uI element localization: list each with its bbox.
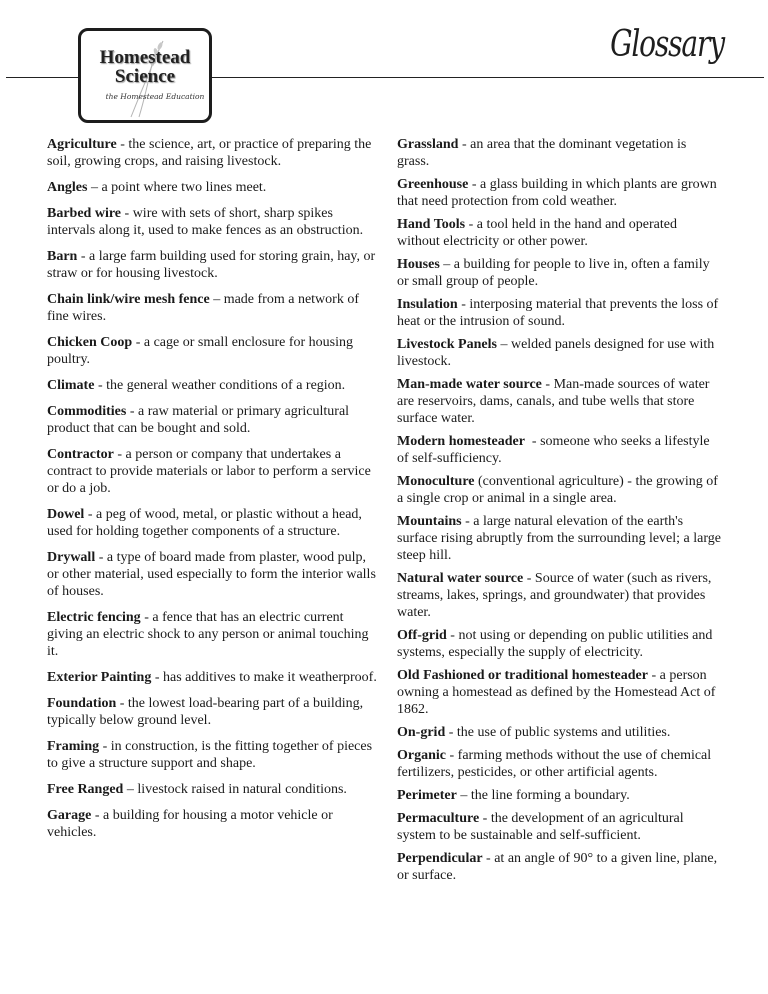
glossary-separator: - <box>116 137 129 152</box>
glossary-separator: - <box>132 335 144 350</box>
glossary-definition: a large natural elevation of the earth's surface rising abruptly from the surrounding level; a large steep hill. <box>397 514 721 563</box>
glossary-term: On-grid <box>397 725 446 740</box>
glossary-entry <box>397 850 722 884</box>
glossary-term: Perpendicular <box>397 851 483 866</box>
glossary-entry <box>47 291 377 325</box>
glossary-entry <box>47 807 377 841</box>
glossary-definition: a tool held in the hand and operated without electricity or other power. <box>397 217 677 249</box>
glossary-definition: farming methods without the use of chemical fertilizers, pesticides, or other artificial agents. <box>397 748 712 780</box>
glossary-term: Grassland <box>397 137 459 152</box>
glossary-term: Perimeter <box>397 788 457 803</box>
glossary-separator: - <box>91 808 103 823</box>
glossary-entry <box>47 205 377 239</box>
glossary-entry <box>397 724 722 741</box>
glossary-term: Framing <box>47 739 100 754</box>
glossary-separator: - <box>461 514 474 529</box>
glossary-separator: - <box>446 628 459 643</box>
glossary-separator: - <box>468 177 480 192</box>
glossary-entry <box>397 747 722 781</box>
glossary-separator: - <box>458 137 471 152</box>
glossary-separator: - <box>523 571 535 586</box>
glossary-separator: - <box>524 434 541 449</box>
glossary-term: Electric fencing <box>47 610 141 625</box>
glossary-term: Modern homesteader <box>397 434 525 449</box>
glossary-separator: - <box>457 297 470 312</box>
glossary-entry <box>47 136 377 170</box>
glossary-definition: the use of public systems and utilities. <box>456 725 671 740</box>
glossary-term: Chicken Coop <box>47 335 133 350</box>
glossary-separator: – <box>439 257 454 272</box>
glossary-term: Greenhouse <box>397 177 469 192</box>
glossary-entry <box>397 296 722 330</box>
glossary-term: Houses <box>397 257 440 272</box>
glossary-separator: – <box>496 337 511 352</box>
glossary-term: Free Ranged <box>47 782 124 797</box>
glossary-term: Livestock Panels <box>397 337 497 352</box>
glossary-definition: the line forming a boundary. <box>470 788 630 803</box>
glossary-separator: - <box>151 670 164 685</box>
glossary-definition: the lowest load-bearing part of a building, typically below ground level. <box>47 696 364 728</box>
glossary-entry <box>47 609 377 660</box>
glossary-entry <box>397 513 722 564</box>
glossary-separator: - <box>479 811 491 826</box>
glossary-term: Commodities <box>47 404 127 419</box>
glossary-separator: - <box>541 377 554 392</box>
glossary-separator: - <box>647 668 660 683</box>
glossary-separator: - <box>482 851 495 866</box>
glossary-definition: a peg of wood, metal, or plastic without a head, used for holding together components of a structure. <box>47 507 362 539</box>
glossary-separator: – <box>456 788 471 803</box>
glossary-term: Natural water source <box>397 571 524 586</box>
glossary-definition: wire with sets of short, sharp spikes intervals along it, used to make fences as an obstruction. <box>47 206 364 238</box>
glossary-definition: made from a network of fine wires. <box>47 292 359 324</box>
glossary-entry <box>397 376 722 427</box>
glossary-definition: the science, art, or practice of preparing the soil, growing crops, and raising livestock. <box>47 137 372 169</box>
glossary-definition: an area that the dominant vegetation is grass. <box>397 137 687 169</box>
glossary-entry <box>47 549 377 600</box>
glossary-definition: a cage or small enclosure for housing poultry. <box>47 335 354 367</box>
glossary-separator: - <box>116 696 128 711</box>
glossary-definition: a building for housing a motor vehicle or vehicles. <box>47 808 333 840</box>
glossary-term: Angles <box>47 180 88 195</box>
glossary-term: Barbed wire <box>47 206 122 221</box>
glossary-entry <box>47 248 377 282</box>
glossary-separator: - <box>95 550 107 565</box>
glossary-term: Organic <box>397 748 446 763</box>
glossary-term: Old Fashioned or traditional homesteader <box>397 668 648 683</box>
glossary-term: Agriculture <box>47 137 117 152</box>
glossary-entry <box>397 787 722 804</box>
glossary-entry <box>47 334 377 368</box>
glossary-left-column <box>47 136 377 841</box>
glossary-entry <box>397 667 722 718</box>
glossary-entry <box>397 336 722 370</box>
glossary-term: Hand Tools <box>397 217 466 232</box>
glossary-separator: - <box>446 748 458 763</box>
glossary-definition: Source of water (such as rivers, streams, lakes, springs, and groundwater) that provides water. <box>397 571 712 620</box>
logo-line-1: Homestead <box>99 47 191 68</box>
glossary-entry <box>47 738 377 772</box>
glossary-term: Monoculture <box>397 474 475 489</box>
glossary-entry <box>397 810 722 844</box>
glossary-separator: - <box>121 206 133 221</box>
glossary-term: Foundation <box>47 696 117 711</box>
glossary-definition: a person owning a homestead as defined by the Homestead Act of 1862. <box>397 668 716 717</box>
glossary-definition: the general weather conditions of a region. <box>106 378 346 393</box>
glossary-separator: - <box>465 217 477 232</box>
glossary-separator: – <box>209 292 224 307</box>
glossary-definition: livestock raised in natural conditions. <box>137 782 347 797</box>
glossary-entry <box>47 179 377 196</box>
glossary-term: Climate <box>47 378 95 393</box>
glossary-entry <box>47 403 377 437</box>
glossary-entry <box>397 256 722 290</box>
glossary-definition: a raw material or primary agricultural product that can be bought and sold. <box>47 404 350 436</box>
glossary-separator: - <box>77 249 90 264</box>
glossary-entry <box>397 176 722 210</box>
glossary-term: Barn <box>47 249 78 264</box>
glossary-definition: not using or depending on public utilities and systems, especially the supply of electricity. <box>397 628 713 660</box>
glossary-entry <box>397 627 722 661</box>
glossary-term: Contractor <box>47 447 114 462</box>
glossary-separator: - <box>94 378 107 393</box>
glossary-separator: - <box>113 447 126 462</box>
glossary-definition: a building for people to live in, often a family or small group of people. <box>397 257 710 289</box>
glossary-term: Man-made water source <box>397 377 542 392</box>
homestead-science-logo <box>78 28 212 123</box>
logo-line-2: Science <box>114 66 176 87</box>
glossary-definition: welded panels designed for use with livestock. <box>397 337 715 369</box>
glossary-separator: - <box>99 739 111 754</box>
glossary-term: Dowel <box>47 507 85 522</box>
glossary-definition: someone who seeks a lifestyle of self-sufficiency. <box>397 434 710 466</box>
glossary-separator: - <box>445 725 457 740</box>
glossary-term: Off-grid <box>397 628 447 643</box>
glossary-definition: a glass building in which plants are grown that need protection from cold weather. <box>397 177 717 209</box>
glossary-entry <box>397 570 722 621</box>
glossary-separator: - <box>126 404 138 419</box>
glossary-term: Chain link/wire mesh fence <box>47 292 210 307</box>
glossary-term: Insulation <box>397 297 458 312</box>
glossary-entry <box>47 669 377 686</box>
glossary-definition: a point where two lines meet. <box>101 180 267 195</box>
glossary-term: Drywall <box>47 550 96 565</box>
glossary-definition: at an angle of 90° to a given line, plane, or surface. <box>397 851 718 883</box>
glossary-right-column <box>397 136 722 884</box>
page-title: Glossary <box>610 24 724 65</box>
glossary-separator: - <box>140 610 153 625</box>
glossary-entry <box>397 473 722 507</box>
glossary-entry <box>47 781 377 798</box>
glossary-definition: a fence that has an electric current giving an electric shock to any person or animal touching it. <box>47 610 369 659</box>
glossary-definition: in construction, is the fitting together of pieces to give a structure support and shape. <box>47 739 373 771</box>
logo-tagline: the Homestead Education <box>105 92 205 101</box>
glossary-entry <box>47 506 377 540</box>
glossary-separator: – <box>87 180 102 195</box>
glossary-definition: Man-made sources of water are reservoirs, dams, canals, and tube wells that store surface water. <box>397 377 710 426</box>
glossary-entry <box>397 136 722 170</box>
glossary-term: Exterior Painting <box>47 670 152 685</box>
glossary-definition: the development of an agricultural system to be sustainable and self-sufficient. <box>397 811 684 843</box>
glossary-entry <box>47 695 377 729</box>
glossary-entry <box>397 216 722 250</box>
glossary-term: Mountains <box>397 514 462 529</box>
glossary-term: Permaculture <box>397 811 480 826</box>
glossary-term: Garage <box>47 808 92 823</box>
glossary-definition: has additives to make it weatherproof. <box>163 670 377 685</box>
glossary-entry <box>47 446 377 497</box>
glossary-definition: a person or company that undertakes a contract to provide materials or labor to perform a service or do a job. <box>47 447 371 496</box>
glossary-entry <box>397 433 722 467</box>
glossary-definition: a large farm building used for storing grain, hay, or straw or for housing livestock. <box>47 249 376 281</box>
glossary-entry <box>47 377 377 394</box>
glossary-definition: (conventional agriculture) - the growing of a single crop or animal in a single area. <box>397 474 718 506</box>
glossary-separator: – <box>123 782 138 797</box>
glossary-definition: interposing material that prevents the loss of heat or the intrusion of sound. <box>397 297 719 329</box>
glossary-separator: - <box>84 507 96 522</box>
glossary-definition: a type of board made from plaster, wood pulp, or other material, used especially to form the interior walls of houses. <box>47 550 376 599</box>
